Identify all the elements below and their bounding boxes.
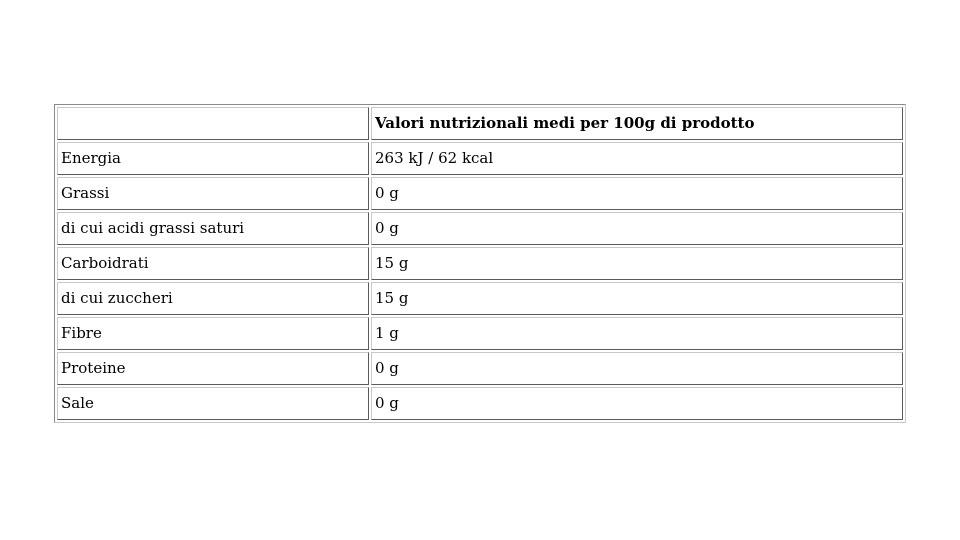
nutrient-name: di cui acidi grassi saturi: [57, 212, 369, 245]
table-row: [57, 177, 903, 210]
table-row: [57, 247, 903, 280]
nutrient-value: 263 kJ / 62 kcal: [371, 142, 903, 175]
table-row: [57, 352, 903, 385]
table-row: [57, 317, 903, 350]
table-row: [57, 212, 903, 245]
nutrient-name: Carboidrati: [57, 247, 369, 280]
nutrient-name: Sale: [57, 387, 369, 420]
nutrient-value: 15 g: [371, 247, 903, 280]
table-row: [57, 142, 903, 175]
nutrient-value: 0 g: [371, 387, 903, 420]
nutrient-value: 0 g: [371, 352, 903, 385]
nutrient-value: 0 g: [371, 212, 903, 245]
nutrient-value: 15 g: [371, 282, 903, 315]
nutrient-value: 1 g: [371, 317, 903, 350]
nutrient-name: Fibre: [57, 317, 369, 350]
table-row: [57, 282, 903, 315]
nutrient-name: Grassi: [57, 177, 369, 210]
nutrient-name: Energia: [57, 142, 369, 175]
nutrient-name: di cui zuccheri: [57, 282, 369, 315]
header-value-cell: Valori nutrizionali medi per 100g di prodotto: [371, 107, 903, 140]
nutrient-name: Proteine: [57, 352, 369, 385]
table-header-row: [57, 107, 903, 140]
nutrition-table: [54, 104, 906, 423]
header-name-cell: [57, 107, 369, 140]
table-row: [57, 387, 903, 420]
nutrient-value: 0 g: [371, 177, 903, 210]
